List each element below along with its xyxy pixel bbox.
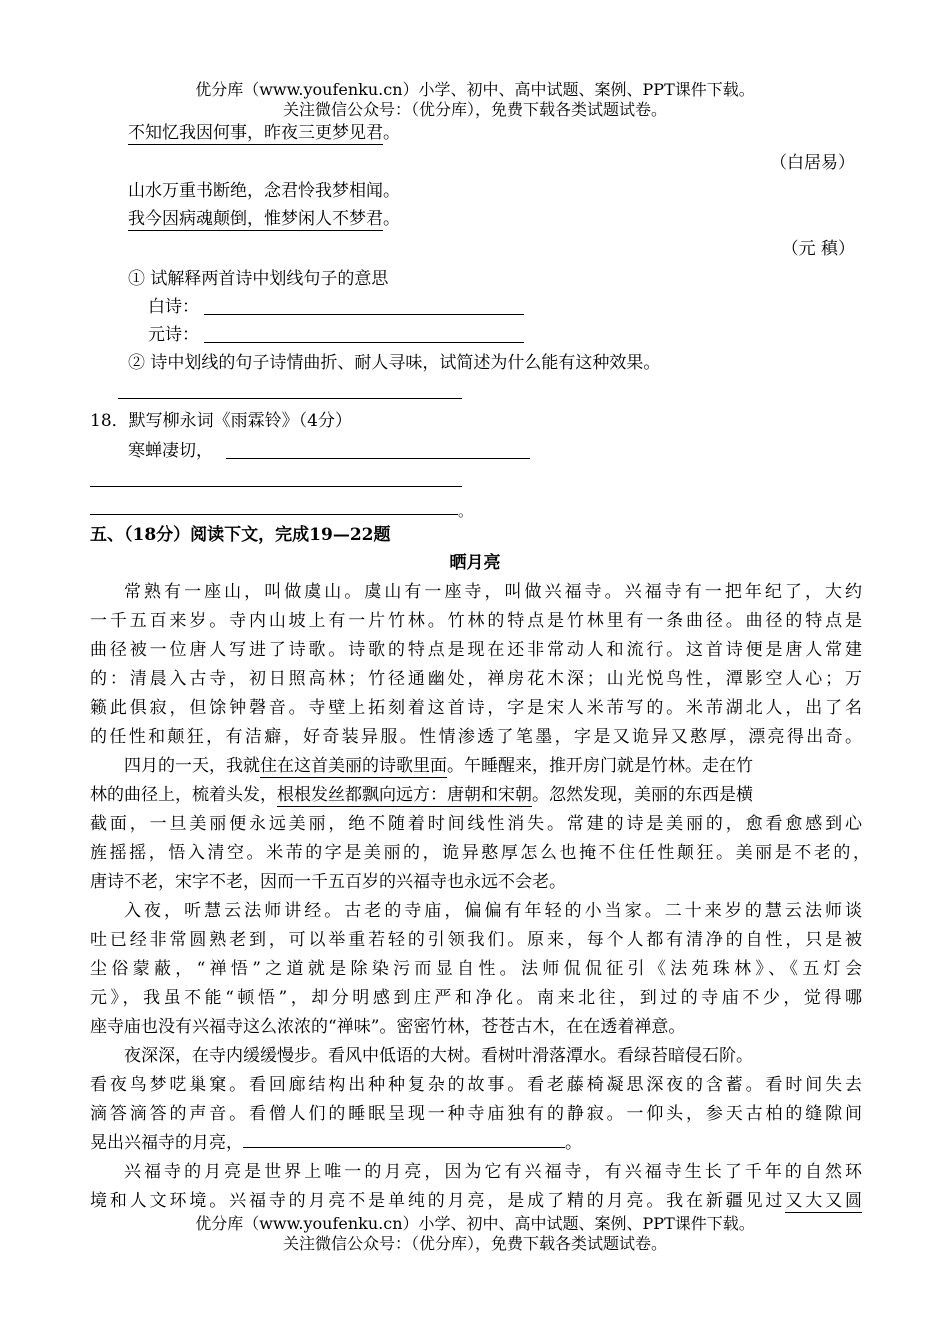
poem2-author: （元 稹） bbox=[781, 239, 855, 259]
page-footer-line1: 优分库（www.youfenku.cn）小学、初中、高中试题、案例、PPT课件下载。 bbox=[195, 1214, 755, 1233]
q18-blank-2[interactable] bbox=[90, 486, 462, 487]
article-p2-line4: 旌摇摇，悟入清空。米芾的字是美丽的，诡异憨厚怎么也掩不住任性颠狂。美丽是不老的， bbox=[90, 843, 870, 863]
bai-answer-blank[interactable] bbox=[204, 314, 524, 315]
article-p4-line3: 滴答滴答的声音。看僧人们的睡眠呈现一种寺庙独有的静寂。一仰头，参天古柏的缝隙间 bbox=[90, 1104, 862, 1124]
poem2-line2 bbox=[128, 206, 400, 232]
article-p3-line2: 吐已经非常圆熟老到，可以举重若轻的引领我们。原来，每个人都有清净的自性，只是被 bbox=[90, 930, 862, 950]
section5-heading: 五、（18分）阅读下文，完成19—22题 bbox=[90, 525, 391, 545]
article-p5-line2 bbox=[90, 1187, 862, 1216]
poem1-underlined-verse: 不知忆我因何事，昨夜三更梦见君 bbox=[128, 123, 383, 143]
q18-start-verse: 寒蝉凄切， bbox=[128, 441, 213, 461]
article-p4-line1: 夜深深，在寺内缓缓慢步。看风中低语的大树。看树叶滑落潭水。看绿苔暗侵石阶。 bbox=[124, 1046, 753, 1066]
q17-item2-answer-blank[interactable] bbox=[118, 398, 462, 399]
q18-blank-1[interactable] bbox=[226, 458, 530, 459]
article-title: 晒月亮 bbox=[449, 553, 501, 573]
q18-blank-3[interactable] bbox=[90, 514, 458, 515]
article-p1-line4: 的：清晨入古寺，初日照高林；竹径通幽处，禅房花木深；山光悦鸟性，潭影空人心；万 bbox=[90, 669, 862, 689]
article-p2-line5: 唐诗不老，宋字不老，因而一千五百岁的兴福寺也永远不会老。 bbox=[90, 872, 566, 892]
poem1-author: （白居易） bbox=[770, 153, 855, 173]
poem1-line bbox=[128, 120, 400, 146]
article-p1-line2: 一千五百来岁。寺内山坡上有一片竹林。竹林的特点是竹林里有一条曲径。曲径的特点是 bbox=[90, 611, 862, 631]
q17-item2: ② 诗中划线的句子诗情曲折、耐人寻味，试简述为什么能有这种效果。 bbox=[128, 353, 661, 373]
article-p4-line4 bbox=[90, 1129, 582, 1158]
p2-l2-text-b: 。忽然发现，美丽的东西是横 bbox=[532, 785, 753, 805]
article-p3-line5: 座寺庙也没有兴福寺这么浓浓的“禅味”。密密竹林，苍苍古木，在在透着禅意。 bbox=[90, 1017, 686, 1037]
q18-end-mark: 。 bbox=[458, 502, 474, 520]
p5-l2-text: 境和人文环境。兴福寺的月亮不是单纯的月亮，是成了精的月亮。我在新疆见过 bbox=[90, 1191, 786, 1211]
article-p2-line1 bbox=[124, 752, 753, 781]
poem2-underlined-verse: 我今因病魂颠倒，惟梦闲人不梦君 bbox=[128, 209, 383, 229]
yuan-answer-blank[interactable] bbox=[204, 342, 524, 343]
article-p3-line1: 入夜，听慧云法师讲经。古老的寺庙，偏偏有年轻的小当家。二十来岁的慧云法师谈 bbox=[124, 901, 862, 921]
q17-item1: ① 试解释两首诗中划线句子的意思 bbox=[128, 269, 389, 289]
poem1-end-mark: 。 bbox=[383, 123, 400, 143]
article-p1-line6: 的任性和颠狂，有洁癖，好奇装异服。性情渗透了笔墨，字是又诡异又憨厚，漂亮得出奇。 bbox=[90, 727, 862, 747]
p5-underlined-phrase: 又大又圆 bbox=[785, 1191, 863, 1211]
article-p3-line4: 元》，我虽不能“顿悟”，却分明感到庄严和净化。南来北往，到过的寺庙不少，觉得哪 bbox=[90, 988, 862, 1008]
article-p1-line5: 籁此俱寂，但馀钟磬音。寺壁上拓刻着这首诗，字是宋人米芾写的。米芾湖北人，出了名 bbox=[90, 698, 862, 718]
moon-description-blank[interactable] bbox=[243, 1133, 565, 1148]
p2-underlined-phrase-1: 住在这首美丽的诗歌里面 bbox=[260, 756, 447, 776]
article-p4-line2: 看夜鸟梦呓巢窠。看回廊结构出种种复杂的故事。看老藤椅凝思深夜的含蓄。看时间失去 bbox=[90, 1075, 862, 1095]
article-p5-line1: 兴福寺的月亮是世界上唯一的月亮，因为它有兴福寺，有兴福寺生长了千年的自然环 bbox=[124, 1162, 862, 1182]
p4-l4-end-mark: 。 bbox=[565, 1133, 582, 1153]
page-footer-line2: 关注微信公众号：（优分库），免费下载各类试题试卷。 bbox=[282, 1234, 667, 1253]
page-header-line1: 优分库（www.youfenku.cn）小学、初中、高中试题、案例、PPT课件下载。 bbox=[195, 80, 755, 99]
poem2-line1: 山水万重书断绝，念君怜我梦相闻。 bbox=[128, 181, 400, 201]
article-p1-line3: 曲径被一位唐人写进了诗歌。诗歌的特点是现在还非常动人和流行。这首诗便是唐人常建 bbox=[90, 640, 862, 660]
p4-l4-text: 晃出兴福寺的月亮， bbox=[90, 1133, 243, 1153]
p2-l1-text-a: 四月的一天，我就 bbox=[124, 756, 260, 776]
q18-title: 18．默写柳永词《雨霖铃》（4分） bbox=[90, 411, 352, 431]
bai-poem-label: 白诗： bbox=[148, 297, 199, 317]
article-p2-line3: 截面，一旦美丽便永远美丽，绝不随着时间线性消失。常建的诗是美丽的，愈看愈感到心 bbox=[90, 814, 862, 834]
article-p1-line1: 常熟有一座山，叫做虞山。虞山有一座寺，叫做兴福寺。兴福寺有一把年纪了，大约 bbox=[124, 582, 862, 602]
article-p2-line2 bbox=[90, 781, 753, 810]
p2-l2-text-a: 林的曲径上，梳着头发， bbox=[90, 785, 277, 805]
page-header-line2: 关注微信公众号：（优分库），免费下载各类试题试卷。 bbox=[282, 100, 667, 119]
p2-underlined-phrase-2: 根根发丝都飘向远方：唐朝和宋朝 bbox=[277, 785, 532, 805]
article-p3-line3: 尘俗蒙蔽，“禅悟”之道就是除染污而显自性。法师侃侃征引《法苑珠林》、《五灯会 bbox=[90, 959, 862, 979]
poem2-end-mark: 。 bbox=[383, 209, 400, 229]
p2-l1-text-b: 。午睡醒来，推开房门就是竹林。走在竹 bbox=[447, 756, 753, 776]
yuan-poem-label: 元诗： bbox=[148, 325, 199, 345]
